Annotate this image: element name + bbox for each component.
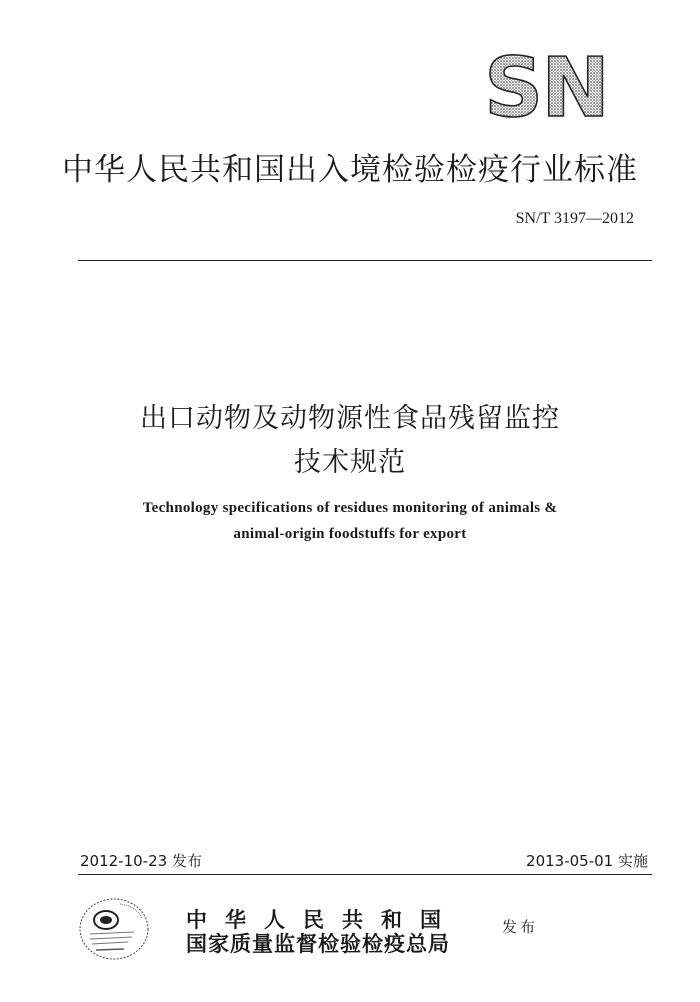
issue-date: 2012-10-23 发布 xyxy=(80,852,202,870)
implementation-date: 2013-05-01 实施 xyxy=(526,852,648,870)
title-chinese-line-1: 出口动物及动物源性食品残留监控 xyxy=(140,403,560,434)
top-divider xyxy=(78,260,652,261)
standard-organization: 中华人民共和国出入境检验检疫行业标准 xyxy=(62,152,638,188)
title-english-line-1: Technology specifications of residues monitoring of animals & xyxy=(142,500,558,516)
title-chinese-line-2: 技术规范 xyxy=(294,447,406,478)
title-english-line-2: animal-origin foodstuffs for export xyxy=(233,526,467,542)
sn-logo xyxy=(476,48,616,122)
bottom-divider xyxy=(78,874,652,875)
publisher-agency: 国家质量监督检验检疫总局 xyxy=(186,931,450,956)
publisher-country: 中华人民共和国 xyxy=(186,907,459,932)
security-seal-icon xyxy=(76,894,152,964)
publish-label: 发布 xyxy=(502,918,539,936)
standard-number: SN/T 3197—2012 xyxy=(515,210,634,227)
sn-logo-text: SN xyxy=(484,48,608,122)
